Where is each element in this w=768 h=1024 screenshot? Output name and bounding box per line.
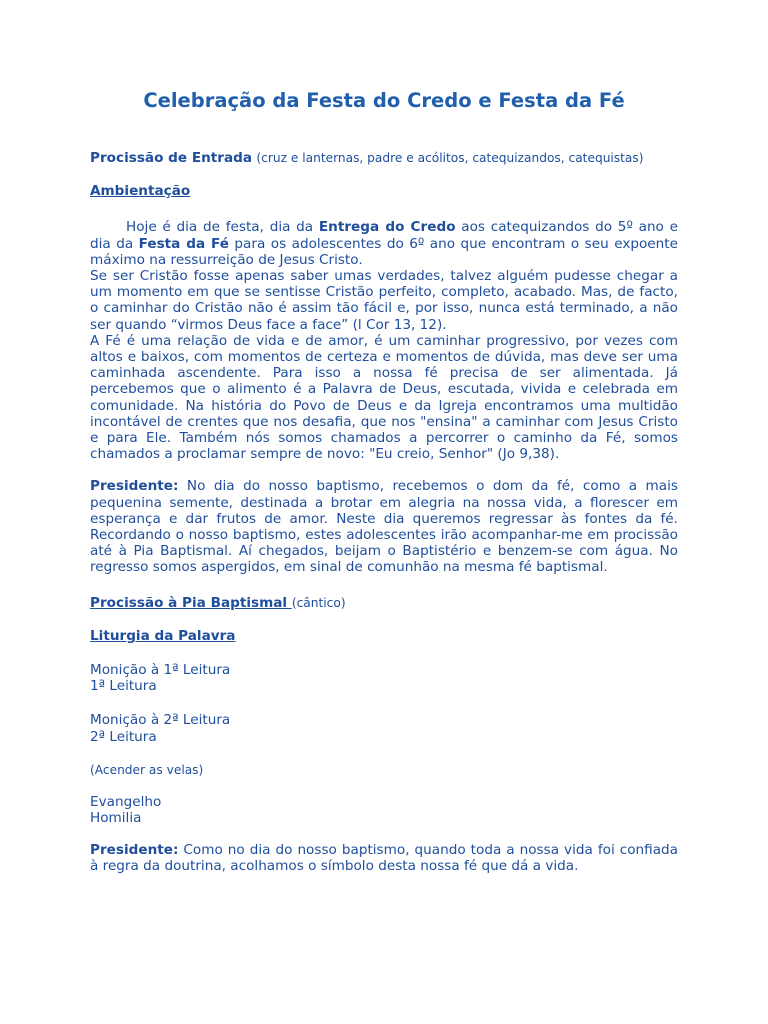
presidente-text-1: No dia do nosso baptismo, recebemos o dom da fé, como a mais pequenina semente, destinada a brotar em alegria na nossa vida, a florescer em esperança e dar frutos de amor. Neste dia queremos regressar às fontes da fé. Recordando o nosso baptismo, estes adolescentes irão acompanhar-me em procissão até à Pia Baptismal. Aí chegados, beijam o Baptistério e benzem-se com água. No regresso somos aspergidos, em sinal de comunhão na mesma fé baptismal.: [90, 478, 678, 576]
leitura-1: 1ª Leitura: [90, 678, 157, 695]
evangelho: Evangelho: [90, 794, 162, 811]
monicao-2: Monição à 2ª Leitura: [90, 712, 231, 729]
ambientacao-p1-e: para os adolescentes do 6º ano que encontram o seu expoente máximo na ressurreição de Jesus Cristo.: [90, 235, 678, 268]
homilia: Homilia: [90, 810, 142, 827]
ambientacao-p1-b: Entrega do Credo: [318, 219, 456, 236]
ambientacao-p1-a: Hoje é dia de festa, dia da: [126, 219, 319, 236]
presidente-paragraph-2: [90, 842, 678, 874]
procissao-pia-label: Procissão à Pia Baptismal: [90, 594, 292, 611]
procissao-entrada-line: [90, 150, 678, 166]
procissao-pia-note: (cântico): [291, 595, 346, 610]
procissao-pia-line: [90, 595, 678, 611]
liturgia-heading: Liturgia da Palavra: [90, 627, 236, 644]
page-title: Celebração da Festa do Credo e Festa da Fé: [143, 89, 625, 112]
presidente-text-2: Como no dia do nosso baptismo, quando toda a nossa vida foi confiada à regra da doutrina, acolhamos o símbolo desta nossa fé que dá a vida.: [90, 841, 678, 874]
ambientacao-p1-d: Festa da Fé: [138, 235, 229, 252]
acender-velas-note: (Acender as velas): [90, 762, 204, 777]
ambientacao-paragraph-1: [90, 219, 678, 268]
presidente-paragraph-1: [90, 478, 678, 575]
ambientacao-heading: Ambientação: [90, 183, 191, 200]
procissao-entrada-label: Procissão de Entrada: [90, 150, 253, 166]
leitura-2: 2ª Leitura: [90, 728, 157, 745]
ambientacao-paragraph-2: Se ser Cristão fosse apenas saber umas verdades, talvez alguém pudesse chegar a um momento em que se sentisse Cristão perfeito, completo, acabado. Mas, de facto, o caminhar do Cristão não é assim tão fácil e, por isso, nunca está terminado, a não ser quando “virmos Deus face a face” (l Cor 13, 12).: [90, 268, 678, 333]
document-page: [90, 88, 678, 874]
ambientacao-p1-c: aos catequizandos do 5º ano e dia da: [90, 219, 678, 252]
ambientacao-paragraph-3: A Fé é uma relação de vida e de amor, é um caminhar progressivo, por vezes com altos e baixos, com momentos de certeza e momentos de dúvida, mas deve ser uma caminhada ascendente. Para isso a nossa fé precisa de ser alimentada. Já percebemos que o alimento é a Palavra de Deus, escutada, vivida e celebrada em comunidade. Na história do Povo de Deus e da Igreja encontramos uma multidão incontável de crentes que nos desafia, que nos "ensina" a caminhar com Jesus Cristo e para Ele. Também nós somos chamados a percorrer o caminho da Fé, somos chamados a proclamar sempre de novo: "Eu creio, Senhor" (Jo 9,38).: [90, 332, 678, 463]
monicao-1: Monição à 1ª Leitura: [90, 662, 231, 679]
presidente-label-1: Presidente:: [90, 478, 179, 495]
presidente-label-2: Presidente:: [90, 841, 179, 858]
procissao-entrada-note: (cruz e lanternas, padre e acólitos, catequizandos, catequistas): [256, 151, 644, 165]
